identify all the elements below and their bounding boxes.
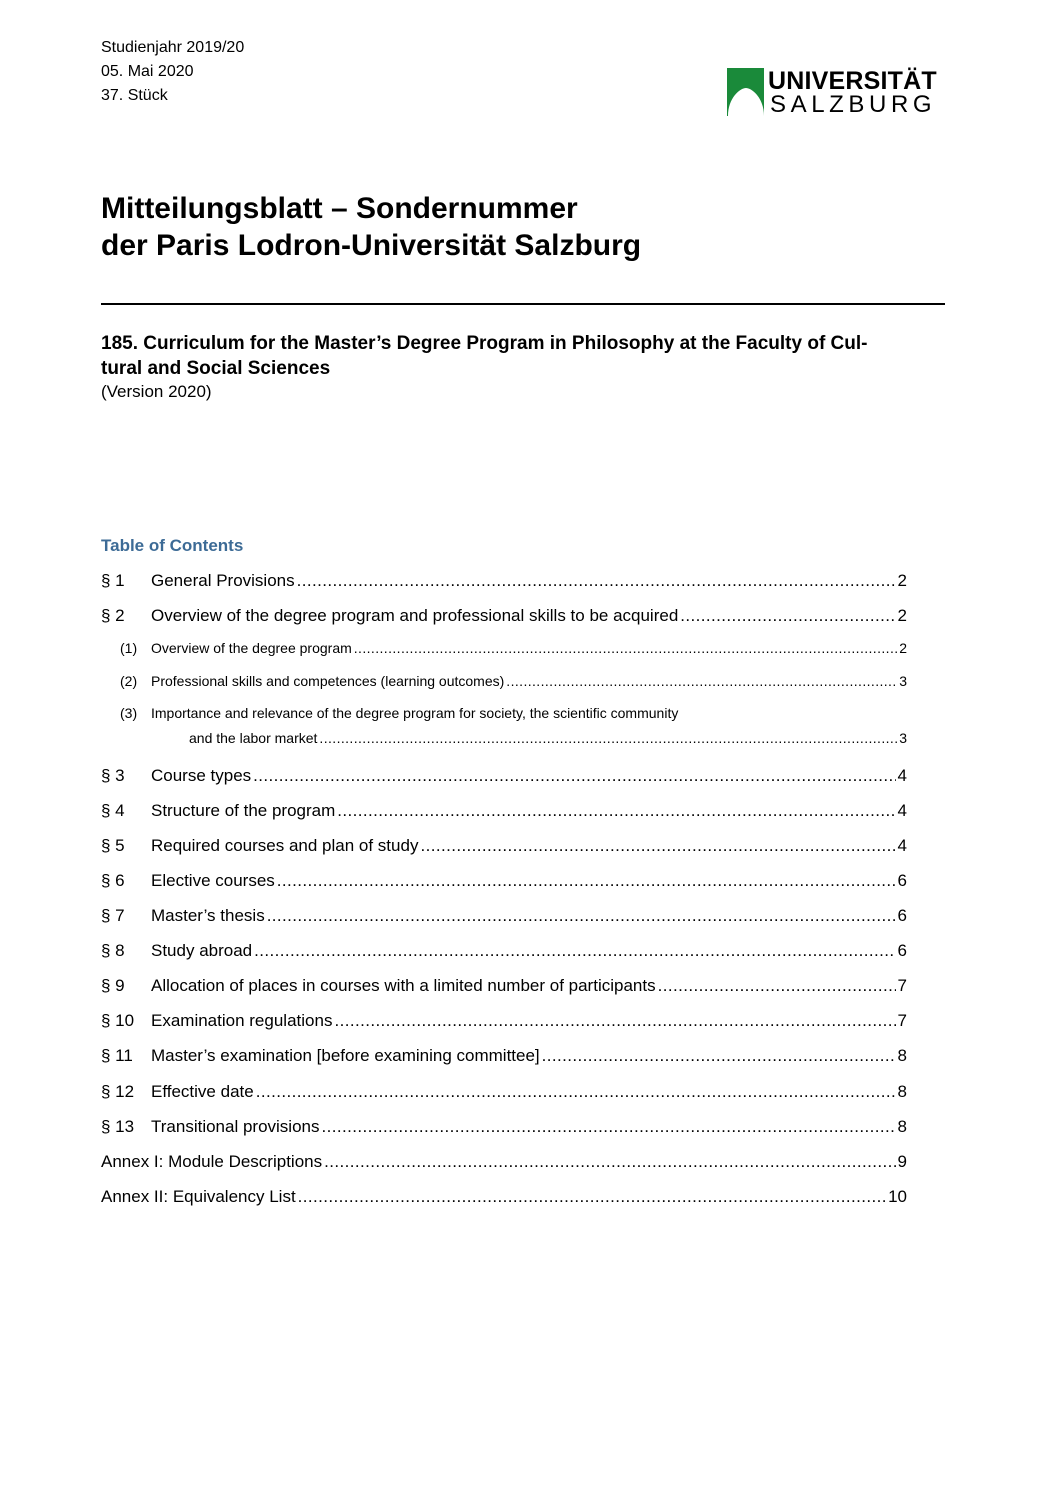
page-title (101, 190, 641, 264)
toc-entry-title: Annex II: Equivalency List (101, 1187, 296, 1206)
toc-leader-dots (253, 765, 895, 787)
toc-leader-dots (334, 1010, 895, 1032)
toc-entry-page: 2 (899, 640, 907, 656)
toc-entry[interactable] (101, 1045, 907, 1067)
toc-entry-title: Required courses and plan of study (151, 836, 419, 855)
toc-leader-dots (322, 1116, 896, 1138)
toc-entry-title: Importance and relevance of the degree program for society, the scientific community (151, 705, 679, 721)
toc-entry-number: § 2 (101, 606, 125, 625)
toc-leader-dots (354, 639, 897, 657)
toc-leader-dots (542, 1045, 896, 1067)
title-line-2: der Paris Lodron-Universität Salzburg (101, 229, 642, 262)
toc-entry-title: Annex I: Module Descriptions (101, 1152, 323, 1171)
toc-entry[interactable] (101, 940, 907, 962)
toc-entry[interactable] (101, 765, 907, 787)
toc-entry-page: 8 (897, 1117, 907, 1136)
toc-entry-title: Structure of the program (151, 801, 336, 820)
toc-subentry[interactable] (120, 639, 907, 657)
toc-entry-number: (2) (120, 673, 138, 689)
toc-entry[interactable] (101, 1010, 907, 1032)
toc-entry[interactable] (101, 1081, 907, 1103)
issue-date: 05. Mai 2020 (101, 63, 194, 80)
toc-leader-dots (267, 905, 896, 927)
toc-entry-page: 10 (888, 1187, 907, 1206)
toc-entry-title: Effective date (151, 1082, 254, 1101)
issue-number: 37. Stück (101, 87, 168, 104)
toc-entry[interactable] (101, 800, 907, 822)
toc-leader-dots (324, 1151, 895, 1173)
toc-entry-page: 7 (897, 976, 907, 995)
toc-subentry[interactable] (120, 704, 907, 722)
toc-entry-page: 4 (897, 801, 907, 820)
toc-entry-number: (3) (120, 705, 138, 721)
title-line-1: Mitteilungsblatt – Sondernummer (101, 192, 578, 225)
heading-line-1: 185. Curriculum for the Master’s Degree Program in Philosophy at the Faculty of Cul- (101, 333, 868, 354)
toc-entry-title: General Provisions (151, 571, 295, 590)
academic-year: Studienjahr 2019/20 (101, 39, 245, 56)
toc-leader-dots (506, 672, 897, 690)
toc-entry-number: § 13 (101, 1117, 135, 1136)
toc-entry-page: 2 (897, 571, 907, 590)
document-version: (Version 2020) (101, 382, 212, 401)
toc-annex-entry[interactable] (101, 1186, 907, 1208)
toc-leader-dots (277, 870, 896, 892)
logo-text-universitaet: UNIVERSITÄT (768, 67, 937, 95)
toc-title: Table of Contents (101, 536, 244, 555)
toc-entry-number: (1) (120, 640, 138, 656)
toc-entry-title: Overview of the degree program and professional skills to be acquired (151, 606, 679, 625)
toc-leader-dots (337, 800, 895, 822)
toc-entry-number: § 1 (101, 571, 125, 590)
toc-entry-title: Transitional provisions (151, 1117, 320, 1136)
toc-entry-title: Allocation of places in courses with a limited number of participants (151, 976, 656, 995)
toc-entry-title: Elective courses (151, 871, 275, 890)
toc-entry-page: 9 (897, 1152, 907, 1171)
toc-entry-title: Master’s examination [before examining committee] (151, 1046, 540, 1065)
university-logo (727, 68, 937, 120)
toc-entry-number: § 9 (101, 976, 125, 995)
toc-entry-title-continued: and the labor market (189, 730, 318, 746)
toc-entry[interactable] (101, 605, 907, 627)
toc-annex-entry[interactable] (101, 1151, 907, 1173)
toc-entry[interactable] (101, 570, 907, 592)
toc-entry-page: 6 (897, 871, 907, 890)
toc-entry-page: 8 (897, 1046, 907, 1065)
toc-entry-page: 3 (899, 730, 907, 746)
toc-entry-number: § 5 (101, 836, 125, 855)
toc-leader-dots (297, 570, 896, 592)
toc-entry-number: § 7 (101, 906, 125, 925)
toc-entry-number: § 10 (101, 1011, 135, 1030)
toc-entry-title: Course types (151, 766, 252, 785)
logo-arch-icon (727, 68, 767, 118)
toc-leader-dots (658, 975, 896, 997)
toc-entry-page: 6 (897, 906, 907, 925)
toc-entry[interactable] (101, 975, 907, 997)
toc-entry-page: 4 (897, 766, 907, 785)
toc-entry-number: § 8 (101, 941, 125, 960)
title-divider (101, 303, 945, 305)
toc-entry-title: Professional skills and competences (learning outcomes) (151, 673, 505, 689)
toc-leader-dots (298, 1186, 886, 1208)
toc-entry[interactable] (101, 870, 907, 892)
toc-leader-dots (680, 605, 895, 627)
toc-entry-title: Examination regulations (151, 1011, 333, 1030)
toc-leader-dots (420, 835, 895, 857)
toc-entry[interactable] (101, 905, 907, 927)
toc-entry-number: § 3 (101, 766, 125, 785)
toc-entry-title: Overview of the degree program (151, 640, 352, 656)
toc-leader-dots (319, 729, 897, 747)
toc-subentry[interactable] (120, 672, 907, 690)
logo-text-salzburg: SALZBURG (770, 91, 937, 118)
toc-entry-page: 8 (897, 1082, 907, 1101)
toc-entry-page: 2 (897, 606, 907, 625)
heading-line-2: tural and Social Sciences (101, 358, 331, 379)
toc-entry-page: 4 (897, 836, 907, 855)
toc-entry-page: 3 (899, 673, 907, 689)
toc-entry-number: § 4 (101, 801, 125, 820)
toc-subentry-continuation[interactable] (189, 729, 907, 747)
toc-entry-number: § 11 (101, 1046, 133, 1065)
toc-entry-number: § 12 (101, 1082, 135, 1101)
toc-entry-title: Study abroad (151, 941, 253, 960)
toc-entry[interactable] (101, 835, 907, 857)
document-heading (101, 331, 971, 381)
toc-leader-dots (256, 1081, 896, 1103)
toc-leader-dots (254, 940, 895, 962)
toc-entry[interactable] (101, 1116, 907, 1138)
toc-entry-page: 6 (897, 941, 907, 960)
toc-entry-number: § 6 (101, 871, 125, 890)
issue-info (101, 36, 244, 108)
toc-entry-title: Master’s thesis (151, 906, 265, 925)
toc-entry-page: 7 (897, 1011, 907, 1030)
